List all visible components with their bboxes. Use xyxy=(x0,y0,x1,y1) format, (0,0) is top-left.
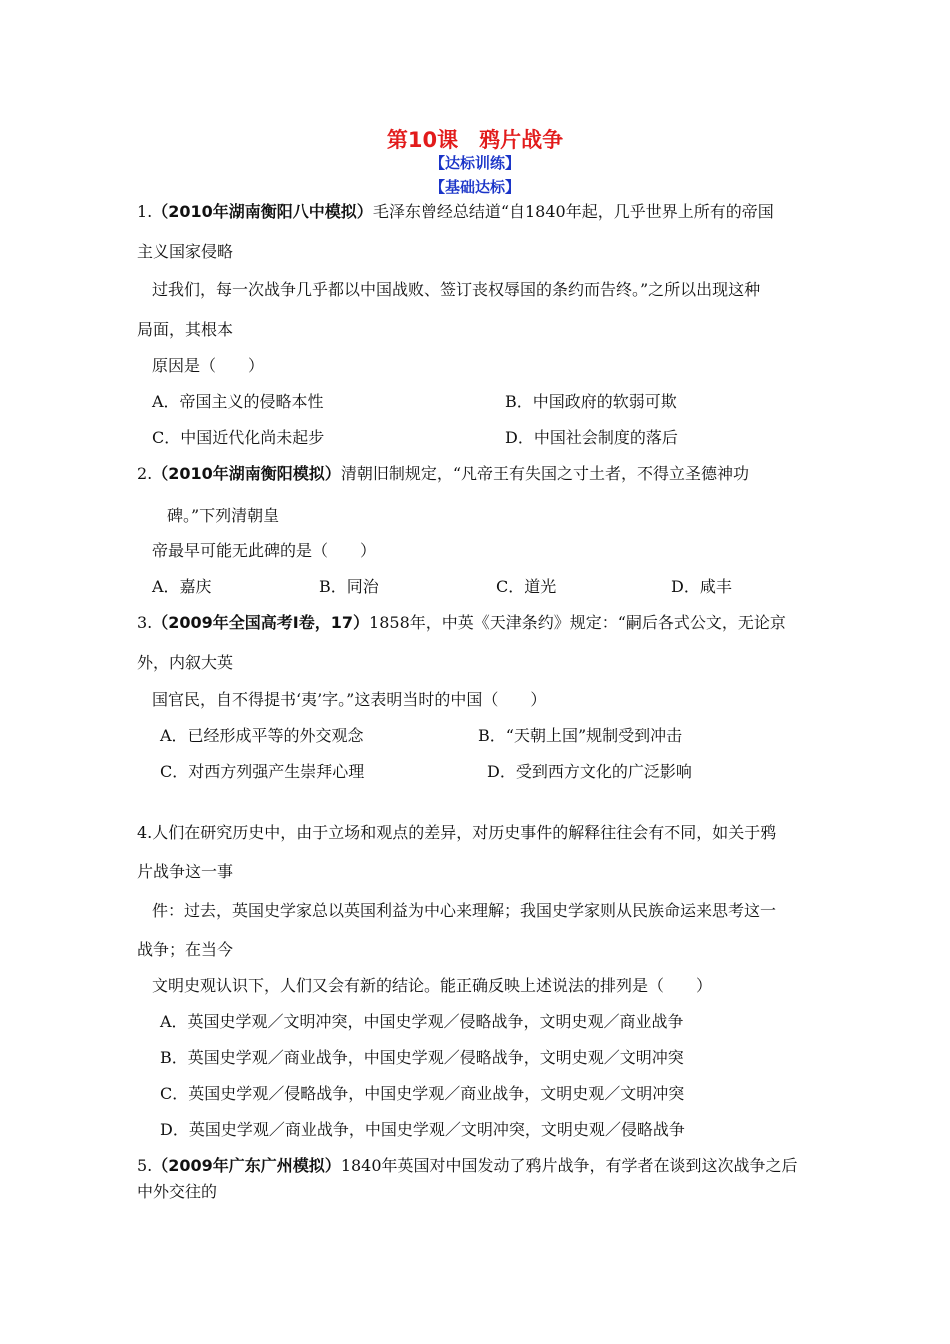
section-heading-basic: 【基础达标】 xyxy=(429,178,520,196)
option-b: B．英国史学观／商业战争，中国史学观／侵略战争，文明史观／文明冲突 xyxy=(160,1048,684,1067)
question-text: 4.人们在研究历史中，由于立场和观点的差异，对历史事件的解释往往会有不同，如关于鸦 xyxy=(137,823,777,842)
option-d: D．咸丰 xyxy=(671,577,732,596)
question-number: 1. xyxy=(137,202,153,221)
question-source: （2009年全国高考Ⅰ卷，17） xyxy=(152,613,370,632)
option-c: C．对西方列强产生崇拜心理 xyxy=(160,762,365,781)
option-a: A．已经形成平等的外交观念 xyxy=(160,726,364,745)
question-number: 5. xyxy=(137,1156,153,1175)
question-text: 毛泽东曾经总结道“自1840年起，几乎世界上所有的帝国 xyxy=(372,202,774,221)
question-text: 局面，其根本 xyxy=(137,320,234,339)
lesson-title: 第10课 鸦片战争 xyxy=(386,128,564,152)
option-b: B．中国政府的软弱可欺 xyxy=(505,392,677,411)
option-d: D．英国史学观／商业战争，中国史学观／文明冲突，文明史观／侵略战争 xyxy=(160,1120,685,1139)
option-a: A．嘉庆 xyxy=(152,577,212,596)
option-a: A．帝国主义的侵略本性 xyxy=(152,392,324,411)
question-text: 1840年英国对中国发动了鸦片战争，有学者在谈到这次战争之后 xyxy=(340,1156,798,1175)
option-d: D．受到西方文化的广泛影响 xyxy=(487,762,692,781)
question-source: （2010年湖南衡阳模拟） xyxy=(152,464,341,483)
option-c: C．英国史学观／侵略战争，中国史学观／商业战争，文明史观／文明冲突 xyxy=(160,1084,685,1103)
question-text: 片战争这一事 xyxy=(137,862,234,881)
question-prompt: 文明史观认识下，人们又会有新的结论。能正确反映上述说法的排列是（ ） xyxy=(152,976,713,995)
option-b: B．“天朝上国”规制受到冲击 xyxy=(478,726,683,745)
question-text: 碑。”下列清朝皇 xyxy=(167,506,280,525)
question-source: （2009年广东广州模拟） xyxy=(152,1156,341,1175)
question-prompt: 原因是（ ） xyxy=(152,356,265,375)
question-text: 外，内叙大英 xyxy=(137,653,234,672)
question-text: 清朝旧制规定，“凡帝王有失国之寸土者，不得立圣德神功 xyxy=(340,464,749,483)
question-text: 1858年，中英《天津条约》规定：“嗣后各式公文，无论京 xyxy=(369,613,786,632)
question-number: 3. xyxy=(137,613,153,632)
question-text: 战争；在当今 xyxy=(137,940,234,959)
question-source: （2010年湖南衡阳八中模拟） xyxy=(152,202,373,221)
option-c: C．道光 xyxy=(496,577,557,596)
question-prompt: 帝最早可能无此碑的是（ ） xyxy=(152,541,377,560)
option-c: C．中国近代化尚未起步 xyxy=(152,428,325,447)
section-heading-training: 【达标训练】 xyxy=(429,154,520,172)
question-text: 件：过去，英国史学家总以英国利益为中心来理解；我国史学家则从民族命运来思考这一 xyxy=(152,901,777,920)
question-text: 主义国家侵略 xyxy=(137,242,234,261)
question-number: 2. xyxy=(137,464,153,483)
question-text: 中外交往的 xyxy=(137,1182,218,1201)
option-d: D．中国社会制度的落后 xyxy=(505,428,678,447)
question-prompt: 国官民，自不得提书‘夷’字。”这表明当时的中国（ ） xyxy=(152,690,547,709)
option-b: B．同治 xyxy=(319,577,379,596)
option-a: A．英国史学观／文明冲突，中国史学观／侵略战争，文明史观／商业战争 xyxy=(160,1012,684,1031)
question-text: 过我们，每一次战争几乎都以中国战败、签订丧权辱国的条约而告终。”之所以出现这种 xyxy=(152,280,761,299)
